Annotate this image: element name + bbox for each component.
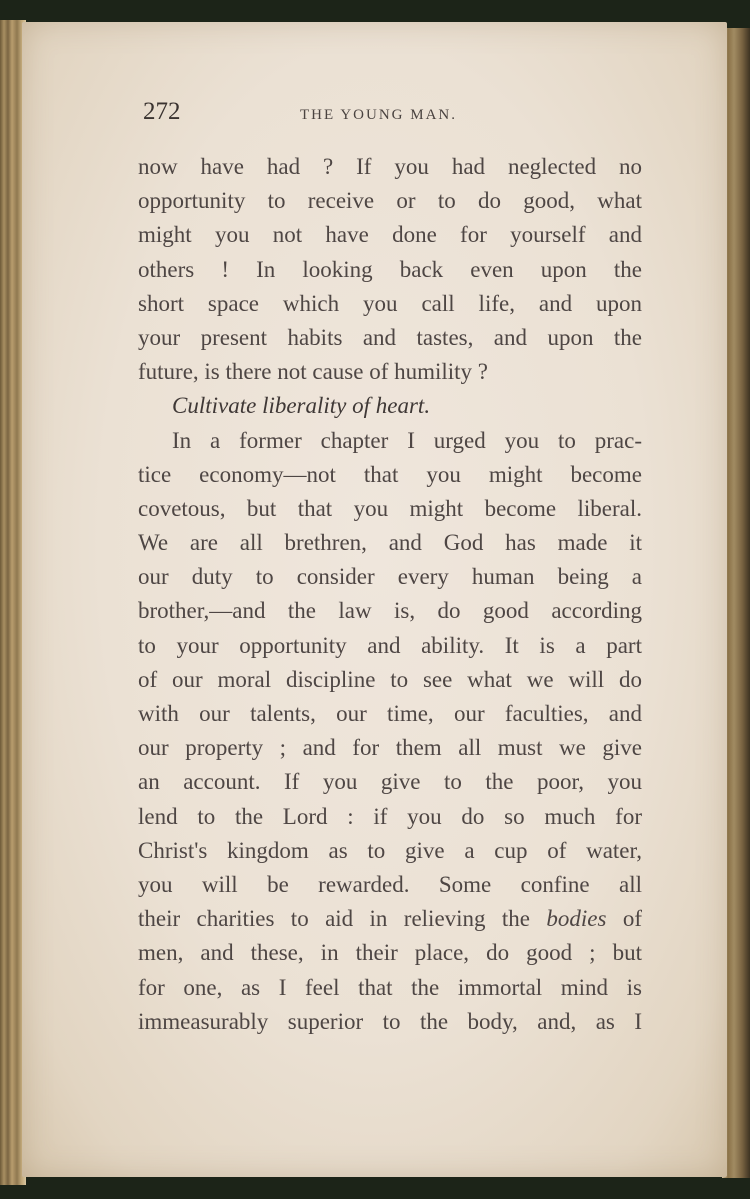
text-line: our property ; and for them all must we give bbox=[138, 735, 642, 761]
text-line: might you not have done for yourself and bbox=[138, 222, 642, 248]
text-line: for one, as I feel that the immortal mind is bbox=[138, 974, 642, 1000]
text-line: opportunity to receive or to do good, what bbox=[138, 188, 642, 214]
text-line: others ! In looking back even upon the bbox=[138, 256, 642, 282]
section-heading: Cultivate liberality of heart. bbox=[172, 393, 431, 419]
text-line: your present habits and tastes, and upon the bbox=[138, 324, 642, 350]
text-line: an account. If you give to the poor, you bbox=[138, 769, 642, 795]
page-header bbox=[140, 98, 640, 130]
text-line: tice economy—not that you might become bbox=[138, 461, 642, 487]
text-line: future, is there not cause of humility ? bbox=[138, 359, 489, 385]
text-line: with our talents, our time, our faculties, and bbox=[138, 701, 642, 726]
text-line: We are all brethren, and God has made it bbox=[138, 530, 642, 556]
text-line: of our moral discipline to see what we will do bbox=[138, 666, 642, 692]
text-line: you will be rewarded. Some confine all bbox=[138, 871, 642, 897]
text-line: now have had ? If you had neglected no bbox=[138, 154, 642, 179]
body-text bbox=[138, 150, 642, 1039]
page-number: 272 bbox=[143, 98, 181, 125]
text-line: to your opportunity and ability. It is a part bbox=[138, 632, 642, 658]
running-head: THE YOUNG MAN. bbox=[300, 107, 458, 123]
text-line: lend to the Lord : if you do so much for bbox=[138, 803, 642, 829]
text-line: brother,—and the law is, do good according bbox=[138, 598, 642, 624]
text-line: Christ's kingdom as to give a cup of water, bbox=[138, 837, 642, 863]
text-line: our duty to consider every human being a bbox=[138, 564, 642, 590]
text-line: immeasurably superior to the body, and, as I bbox=[138, 1008, 642, 1034]
text-line: short space which you call life, and upon bbox=[138, 290, 642, 316]
text-line: their charities to aid in relieving the bodies of bbox=[138, 906, 642, 932]
text-line: men, and these, in their place, do good ; but bbox=[138, 940, 642, 966]
text-line: covetous, but that you might become liberal. bbox=[138, 495, 642, 521]
italic-emphasis: bodies bbox=[546, 906, 607, 932]
text-line: In a former chapter I urged you to prac- bbox=[172, 427, 642, 453]
